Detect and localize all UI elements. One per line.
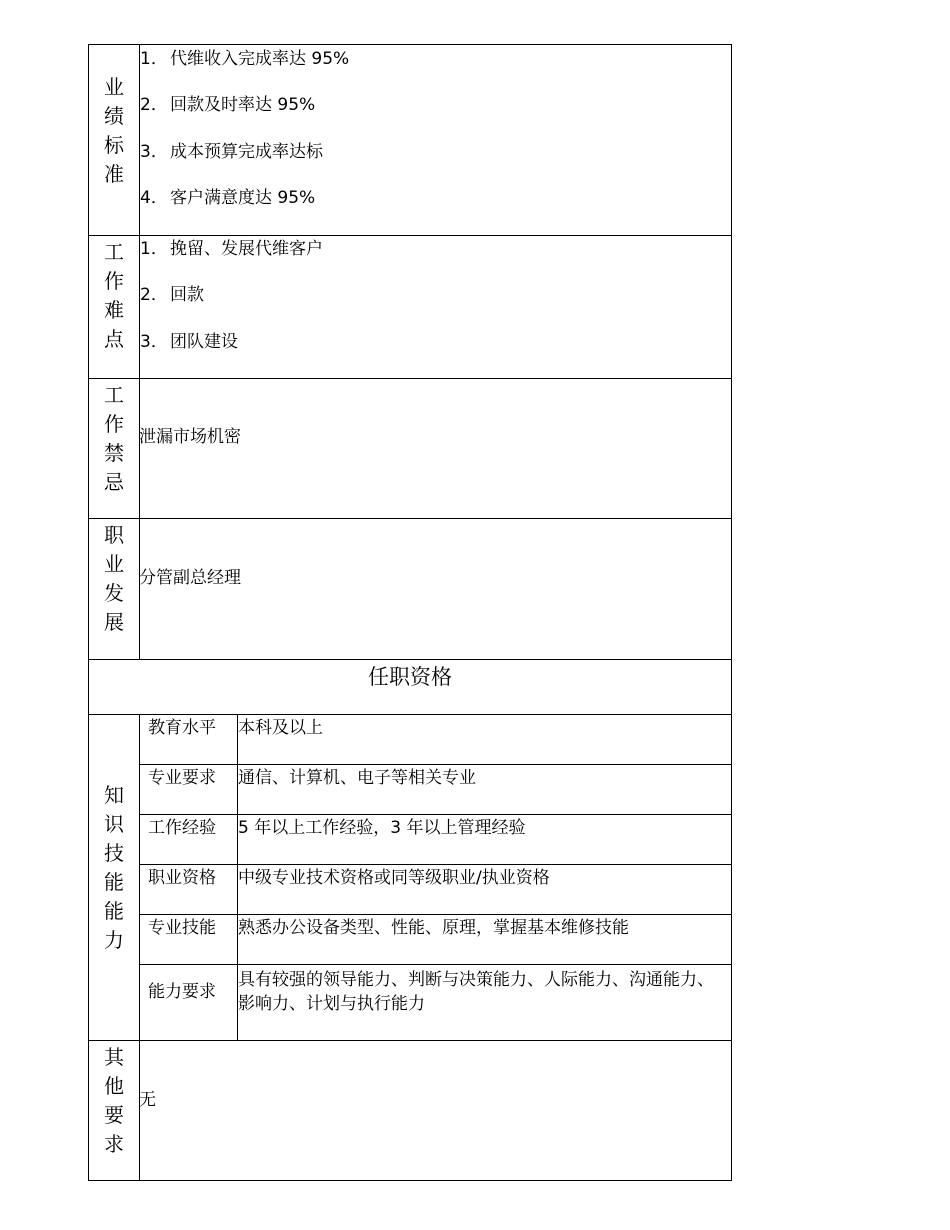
list-text: 挽留、发展代维客户 — [170, 239, 323, 259]
label-char: 工 — [104, 383, 124, 407]
label-char: 准 — [104, 162, 124, 186]
list-item — [140, 95, 315, 115]
performance-standard-label — [88, 44, 140, 236]
label-char: 忌 — [104, 470, 124, 494]
work-taboos-label — [88, 378, 140, 519]
qualification-item-value: 具有较强的领导能力、判断与决策能力、人际能力、沟通能力、影响力、计划与执行能力 — [237, 964, 732, 1041]
label-char: 难 — [104, 298, 124, 322]
career-development-content — [139, 518, 732, 660]
other-requirements-text: 无 — [139, 1090, 156, 1110]
label-char: 识 — [104, 812, 124, 836]
list-text: 回款 — [170, 285, 204, 305]
qualification-item-label: 专业要求 — [139, 764, 238, 815]
label-char: 能 — [104, 870, 124, 894]
label-char: 业 — [104, 552, 124, 576]
work-taboos-content — [139, 378, 732, 519]
list-item — [140, 142, 323, 162]
label-char: 发 — [104, 581, 124, 605]
qualification-item-label: 能力要求 — [139, 964, 238, 1041]
qualification-item-value: 5 年以上工作经验，3 年以上管理经验 — [237, 814, 732, 865]
label-char: 工 — [104, 240, 124, 264]
list-number: 3． — [140, 332, 168, 352]
list-number: 3． — [140, 142, 168, 162]
career-development-text: 分管副总经理 — [139, 568, 241, 588]
list-item — [140, 285, 204, 305]
label-char: 作 — [104, 269, 124, 293]
list-item — [140, 332, 238, 352]
label-char: 知 — [104, 783, 124, 807]
list-item — [140, 188, 315, 208]
list-text: 客户满意度达 95% — [170, 188, 316, 208]
label-char: 力 — [104, 928, 124, 952]
other-requirements-content — [139, 1040, 732, 1181]
list-number: 2． — [140, 95, 168, 115]
label-char: 职 — [104, 523, 124, 547]
qualification-item-value: 通信、计算机、电子等相关专业 — [237, 764, 732, 815]
label-char: 要 — [104, 1103, 124, 1127]
career-development-label — [88, 518, 140, 660]
label-char: 求 — [104, 1132, 124, 1156]
qualification-item-label: 教育水平 — [139, 714, 238, 765]
list-number: 4． — [140, 188, 168, 208]
qualification-item-value: 本科及以上 — [237, 714, 732, 765]
qualification-item-label: 职业资格 — [139, 864, 238, 915]
list-text: 成本预算完成率达标 — [170, 142, 323, 162]
label-char: 展 — [104, 610, 124, 634]
knowledge-skills-label — [88, 714, 140, 1041]
label-char: 禁 — [104, 441, 124, 465]
label-char: 作 — [104, 412, 124, 436]
label-char: 其 — [104, 1045, 124, 1069]
qualification-item-label: 工作经验 — [139, 814, 238, 865]
label-char: 技 — [104, 841, 124, 865]
list-text: 回款及时率达 95% — [170, 95, 316, 115]
list-item — [140, 239, 323, 259]
label-char: 点 — [104, 327, 124, 351]
qualifications-title — [88, 659, 732, 715]
other-requirements-label — [88, 1040, 140, 1181]
label-char: 他 — [104, 1074, 124, 1098]
qualification-item-label: 专业技能 — [139, 914, 238, 965]
label-char: 标 — [104, 133, 124, 157]
label-char: 绩 — [104, 104, 124, 128]
qualification-item-value: 熟悉办公设备类型、性能、原理，掌握基本维修技能 — [237, 914, 732, 965]
work-taboos-text: 泄漏市场机密 — [139, 427, 241, 447]
label-char: 能 — [104, 899, 124, 923]
list-text: 代维收入完成率达 95% — [170, 49, 350, 69]
list-text: 团队建设 — [170, 332, 238, 352]
list-number: 1． — [140, 239, 168, 259]
work-difficulties-label — [88, 235, 140, 379]
qualification-item-value: 中级专业技术资格或同等级职业/执业资格 — [237, 864, 732, 915]
list-number: 1． — [140, 49, 168, 69]
qualifications-title-text: 任职资格 — [368, 665, 452, 689]
label-char: 业 — [104, 75, 124, 99]
list-item — [140, 49, 349, 69]
list-number: 2． — [140, 285, 168, 305]
